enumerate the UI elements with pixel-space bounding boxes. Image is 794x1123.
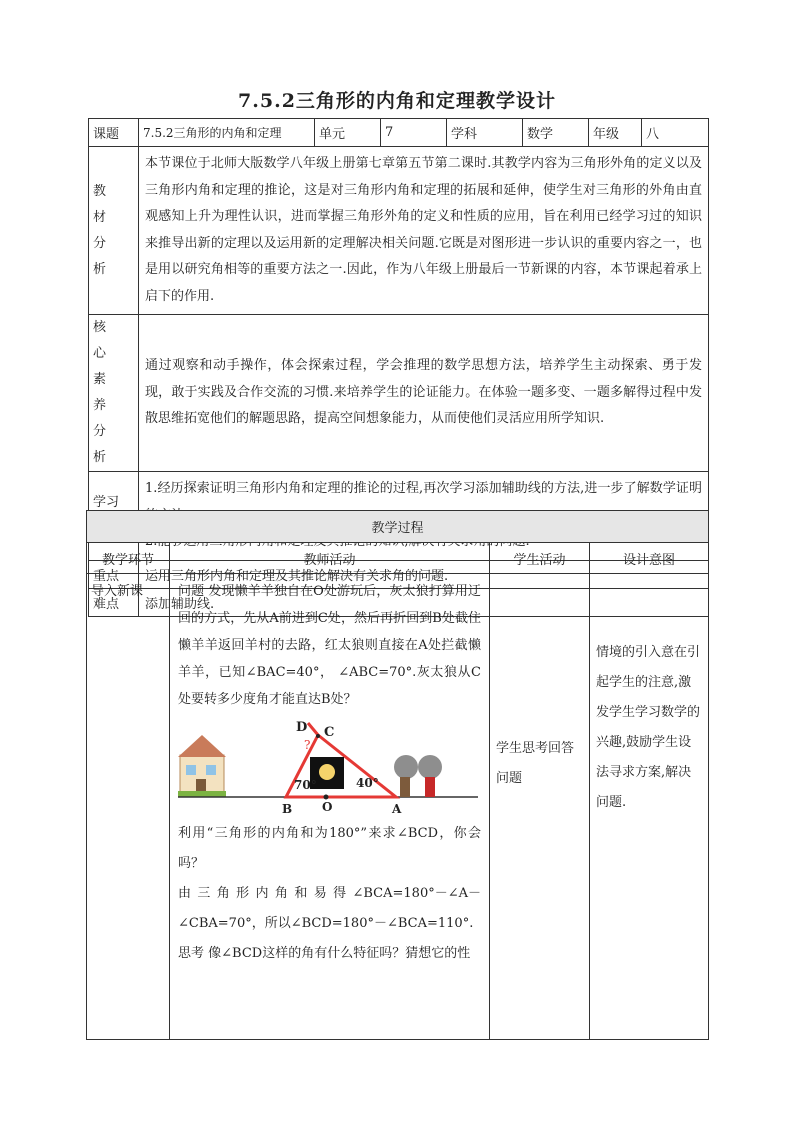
subject-label: 学科: [447, 119, 523, 147]
student-cell: 学生思考回答问题: [490, 574, 590, 1040]
label-C: C: [324, 725, 335, 740]
label-angle-b: 70°: [294, 778, 317, 792]
literacy-label: [89, 315, 139, 472]
subject-value: 数学: [523, 119, 589, 147]
difficulty-text: 添加辅助线.: [139, 588, 709, 616]
grade-label: 年级: [589, 119, 642, 147]
header-teacher: 教师活动: [170, 543, 490, 574]
label-O: O: [322, 800, 333, 814]
house-icon: [178, 735, 226, 797]
label-B: B: [282, 802, 293, 816]
process-table: [86, 510, 709, 1040]
unit-value: 7: [381, 119, 447, 147]
material-text: 本节课位于北师大版数学八年级上册第七章第五节第二课时.其教学内容为三角形外角的定义以及三角形内角和定理的推论，这是对三角形内角和定理的拓展和延伸，使学生对三角形的外角由直观感知上升为理性认识，进而掌握三角形外角的定义和性质的应用，旨在利用已经学习过的知识来推导出新的定理以及运用新的定理解决相关问题.它既是对图形进一步认识的重要内容之一，也是用以研究角相等的重要方法之一.因此，作为八年级上册最后一节新课的内容，本节课起着承上启下的作用.: [139, 147, 709, 315]
goals-label-text: 学习: [93, 494, 120, 510]
goal-item: 1.经历探索证明三角形内角和定理的推论的过程,再次学习添加辅助线的方法,进一步了解数学证明: [145, 481, 702, 496]
header-intent: 设计意图: [590, 543, 709, 574]
label-angle-a: 40°: [356, 776, 379, 790]
label-question: ?: [304, 738, 311, 752]
literacy-text: 通过观察和动手操作，体会探索过程，学会推理的数学思想方法，培养学生主动探索、勇于发现，敢于实践及合作交流的习惯.来培养学生的论证能力。在体验一题多变、一题多解得过程中发散思维拓宽他们的解题思路，提高空间想象能力，从而使他们灵活应用所学知识.: [139, 315, 709, 472]
key-label: 重点: [89, 560, 139, 588]
wolf-icon: [394, 755, 442, 797]
header-student: 学生活动: [490, 543, 590, 574]
intent-cell: 情境的引入意在引起学生的注意,激发学生学习数学的兴趣,鼓励学生设法寻求方案,解决问题.: [590, 574, 709, 1040]
difficulty-label: 难点: [89, 588, 139, 616]
triangle-figure: [178, 717, 478, 817]
material-label-text: 教材分析: [93, 183, 117, 277]
header-stage: 教学环节: [87, 543, 170, 574]
teacher-q2: 利用“三角形的内角和为180°”来求∠BCD，你会吗？: [178, 826, 481, 871]
teacher-think: 思考 像∠BCD这样的角有什么特征吗？猜想它的性: [178, 946, 471, 961]
teacher-cell: [170, 574, 490, 1040]
unit-label: 单元: [315, 119, 381, 147]
label-D: D: [296, 720, 308, 735]
course-label: 课题: [89, 119, 139, 147]
course-value: 7.5.2三角形的内角和定理: [139, 119, 315, 147]
label-A: A: [392, 802, 402, 816]
material-label: [89, 147, 139, 315]
stage-cell: 导入新课: [87, 574, 170, 1040]
key-text: 运用三角形内角和定理及其推论解决有关求角的问题.: [139, 560, 709, 588]
document-title: 7.5.2三角形的内角和定理教学设计: [238, 90, 556, 112]
literacy-label-text: 核心素养分析: [93, 320, 117, 465]
teacher-solution: 由三角形内角和易得∠BCA=180°－∠A－∠CBA=70°，所以∠BCD=180°－∠BCA=110°.: [178, 886, 481, 931]
process-title: 教学过程: [87, 511, 709, 543]
teacher-problem: 问题 发现懒羊羊独自在O处游玩后，灰太狼打算用迂回的方式，先从A前进到C处，然后再折回到B处截住懒羊羊返回羊村的去路，红太狼则直接在A处拦截懒羊羊，已知∠BAC=40°， ∠ABC=70°.灰太狼从C处要转多少度角才能直达B处？: [178, 584, 481, 707]
grade-value: 八: [642, 119, 709, 147]
